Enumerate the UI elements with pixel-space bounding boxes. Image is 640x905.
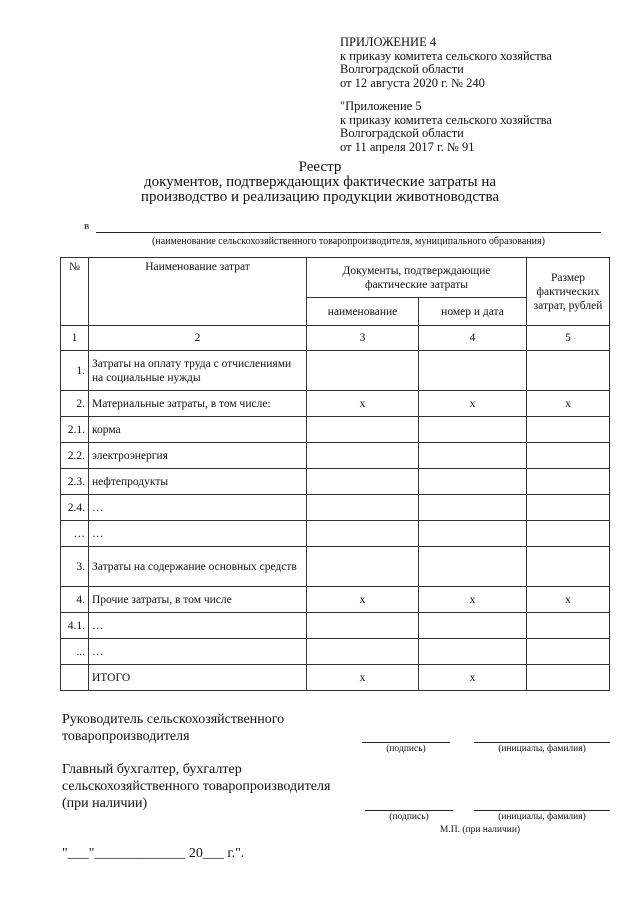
table-row bbox=[61, 547, 610, 587]
table-row bbox=[61, 587, 610, 613]
row-cost-name: нефтепродукты bbox=[89, 469, 307, 495]
index-cell: 1 bbox=[61, 326, 89, 351]
index-cell: 4 bbox=[419, 326, 527, 351]
producer-caption: (наименование сельскохозяйственного товаропроизводителя, муниципального образования) bbox=[152, 236, 545, 247]
appendix-line: от 11 апреля 2017 г. № 91 bbox=[340, 139, 475, 154]
row-amount[interactable] bbox=[527, 351, 610, 391]
table-row bbox=[61, 521, 610, 547]
row-doc-number[interactable] bbox=[419, 417, 527, 443]
row-doc-number[interactable] bbox=[419, 351, 527, 391]
row-cost-name: корма bbox=[89, 417, 307, 443]
cost-register-table bbox=[60, 257, 610, 691]
appendix-header bbox=[340, 36, 552, 154]
appendix-line: к приказу комитета сельского хозяйства bbox=[340, 112, 552, 127]
accountant-label-line: (при наличии) bbox=[62, 796, 148, 811]
row-doc-name[interactable]: x bbox=[307, 587, 419, 613]
table-row bbox=[61, 391, 610, 417]
row-number: 3. bbox=[61, 547, 89, 587]
row-cost-name: электроэнергия bbox=[89, 443, 307, 469]
head-label-line: товаропроизводителя bbox=[62, 729, 190, 744]
table-row bbox=[61, 351, 610, 391]
header-doc-name: наименование bbox=[307, 298, 419, 326]
appendix-line: к приказу комитета сельского хозяйства bbox=[340, 48, 552, 63]
row-doc-number[interactable] bbox=[419, 521, 527, 547]
appendix-line: Волгоградской области bbox=[340, 62, 464, 76]
row-number: 2.2. bbox=[61, 443, 89, 469]
table-row bbox=[61, 417, 610, 443]
row-cost-name: … bbox=[89, 639, 307, 665]
row-cost-name: ИТОГО bbox=[89, 665, 307, 691]
date-line[interactable]: "___"_____________ 20___ г.". bbox=[62, 846, 245, 861]
row-amount[interactable] bbox=[527, 521, 610, 547]
accountant-signature-label bbox=[62, 761, 330, 812]
appendix-line: Волгоградской области bbox=[340, 126, 464, 140]
row-amount[interactable] bbox=[527, 417, 610, 443]
header-cost-name: Наименование затрат bbox=[89, 258, 307, 326]
table-row bbox=[61, 613, 610, 639]
row-doc-name[interactable]: x bbox=[307, 391, 419, 417]
row-amount[interactable] bbox=[527, 613, 610, 639]
head-label-line: Руководитель сельскохозяйственного bbox=[62, 712, 285, 727]
row-doc-number[interactable] bbox=[419, 469, 527, 495]
header-documents: Документы, подтверждающие фактические затраты bbox=[307, 258, 527, 298]
head-initials-caption: (инициалы, фамилия) bbox=[498, 744, 586, 754]
row-doc-name[interactable] bbox=[307, 351, 419, 391]
row-number: … bbox=[61, 521, 89, 547]
row-doc-name[interactable] bbox=[307, 521, 419, 547]
document-title bbox=[0, 160, 640, 205]
stamp-note: М.П. (при наличии) bbox=[439, 825, 521, 835]
header-doc-number: номер и дата bbox=[419, 298, 527, 326]
row-amount[interactable] bbox=[527, 639, 610, 665]
row-amount[interactable] bbox=[527, 665, 610, 691]
row-amount[interactable] bbox=[527, 547, 610, 587]
row-doc-name[interactable] bbox=[307, 495, 419, 521]
row-number: 2. bbox=[61, 391, 89, 417]
row-amount[interactable] bbox=[527, 495, 610, 521]
row-number: 2.1. bbox=[61, 417, 89, 443]
title-line: Реестр bbox=[298, 159, 342, 175]
table-row bbox=[61, 469, 610, 495]
row-number bbox=[61, 665, 89, 691]
row-doc-number[interactable] bbox=[419, 613, 527, 639]
producer-prefix: в bbox=[84, 220, 90, 232]
table-row bbox=[61, 443, 610, 469]
accountant-initials-line[interactable] bbox=[474, 810, 610, 811]
row-doc-number[interactable]: x bbox=[419, 391, 527, 417]
row-doc-number[interactable] bbox=[419, 443, 527, 469]
accountant-signature-caption: (подпись) bbox=[389, 812, 429, 822]
table-row bbox=[61, 495, 610, 521]
accountant-signature-line[interactable] bbox=[365, 810, 453, 811]
index-cell: 2 bbox=[89, 326, 307, 351]
head-signature-line[interactable] bbox=[362, 742, 450, 743]
row-cost-name: … bbox=[89, 521, 307, 547]
row-number: 4. bbox=[61, 587, 89, 613]
appendix-line: "Приложение 5 bbox=[340, 99, 422, 113]
row-doc-name[interactable] bbox=[307, 443, 419, 469]
row-doc-number[interactable] bbox=[419, 639, 527, 665]
row-number: 1. bbox=[61, 351, 89, 391]
row-doc-name[interactable] bbox=[307, 613, 419, 639]
row-cost-name: Затраты на содержание основных средств bbox=[89, 547, 307, 587]
accountant-label-line: сельскохозяйственного товаропроизводителя bbox=[62, 779, 331, 794]
head-initials-line[interactable] bbox=[474, 742, 610, 743]
row-amount[interactable]: x bbox=[527, 391, 610, 417]
accountant-label-line: Главный бухгалтер, бухгалтер bbox=[62, 762, 242, 777]
row-amount[interactable] bbox=[527, 443, 610, 469]
row-number: 2.4. bbox=[61, 495, 89, 521]
accountant-initials-caption: (инициалы, фамилия) bbox=[498, 812, 586, 822]
row-doc-number[interactable]: x bbox=[419, 665, 527, 691]
index-cell: 5 bbox=[527, 326, 610, 351]
table-row-total bbox=[61, 665, 610, 691]
row-cost-name: … bbox=[89, 495, 307, 521]
appendix-line: ПРИЛОЖЕНИЕ 4 bbox=[340, 35, 437, 49]
header-no: № bbox=[61, 258, 89, 326]
row-amount[interactable]: x bbox=[527, 587, 610, 613]
title-line: производство и реализацию продукции животноводства bbox=[140, 189, 500, 205]
table-row bbox=[61, 639, 610, 665]
head-signature-caption: (подпись) bbox=[386, 744, 426, 754]
row-cost-name: Затраты на оплату труда с отчислениями на социальные нужды bbox=[89, 351, 307, 391]
producer-fill-line[interactable] bbox=[96, 232, 601, 233]
index-cell: 3 bbox=[307, 326, 419, 351]
row-doc-name[interactable]: x bbox=[307, 665, 419, 691]
row-number: 2.3. bbox=[61, 469, 89, 495]
row-cost-name: Прочие затраты, в том числе bbox=[89, 587, 307, 613]
head-signature-label bbox=[62, 711, 284, 745]
row-cost-name: Материальные затраты, в том числе: bbox=[89, 391, 307, 417]
appendix-line: от 12 августа 2020 г. № 240 bbox=[340, 75, 485, 90]
row-number: ... bbox=[61, 639, 89, 665]
row-doc-name[interactable] bbox=[307, 417, 419, 443]
row-doc-name[interactable] bbox=[307, 547, 419, 587]
row-doc-name[interactable] bbox=[307, 639, 419, 665]
row-doc-number[interactable]: x bbox=[419, 587, 527, 613]
row-number: 4.1. bbox=[61, 613, 89, 639]
row-amount[interactable] bbox=[527, 469, 610, 495]
row-doc-number[interactable] bbox=[419, 495, 527, 521]
row-doc-number[interactable] bbox=[419, 547, 527, 587]
header-amount: Размер фактических затрат, рублей bbox=[527, 258, 610, 326]
row-doc-name[interactable] bbox=[307, 469, 419, 495]
title-line: документов, подтверждающих фактические затраты на bbox=[143, 174, 497, 190]
row-cost-name: … bbox=[89, 613, 307, 639]
